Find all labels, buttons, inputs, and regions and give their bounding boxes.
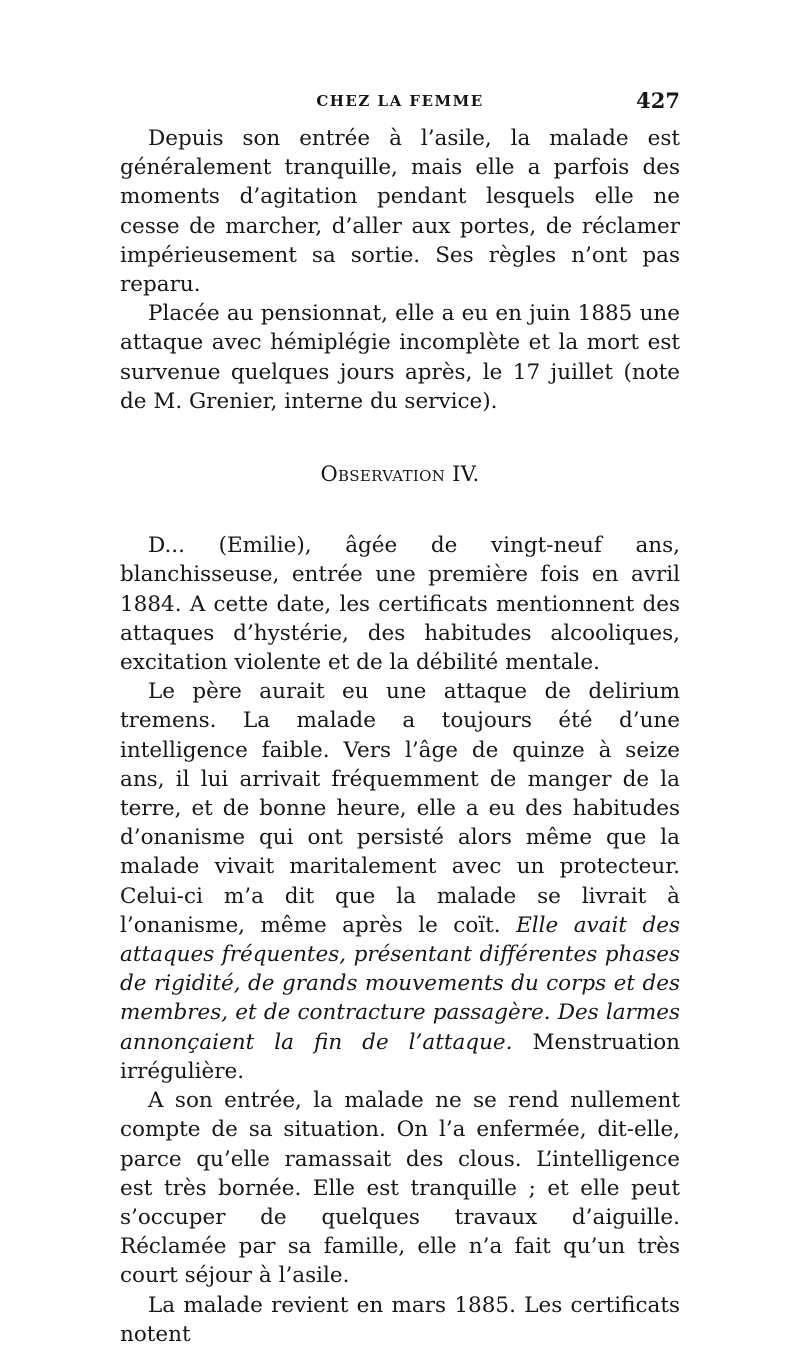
paragraph: Le père aurait eu une attaque de delirium tremens. La malade a toujours été d’une intelligence faible. Vers l’âge de quinze à seize ans, il lui arrivait fréquemment de manger de la terre, et de bonne heure, elle a eu des habitudes d’onanisme qui ont persisté alors même que la malade vivait maritalement avec un protecteur. Celui-ci m’a dit que la malade se livrait à l’onanisme, même après le coït. Elle avait des attaques fréquentes, présentant différentes phases de rigidité, de grands mouvements du corps et des membres, et de contracture passagère. Des larmes annonçaient la fin de l’attaque. Menstruation irrégulière. — [120, 679, 681, 1084]
paragraph: Depuis son entrée à l’asile, la malade est généralement tranquille, mais elle a parfois des moments d’agitation pendant lesquels elle ne cesse de marcher, d’aller aux portes, de réclamer impérieusement sa sortie. Ses règles n’ont pas reparu. — [120, 126, 680, 298]
paragraph: D... (Emilie), âgée de vingt-neuf ans, blanchisseuse, entrée une première fois en avril 1884. A cette date, les certificats mentionnent des attaques d’hystérie, des habitudes alcooliques, excitation violente et de la débilité mentale. — [120, 533, 680, 676]
running-title: CHEZ LA FEMME — [316, 92, 484, 110]
paragraph: Placée au pensionnat, elle a eu en juin 1885 une attaque avec hémiplégie incomplète et la mort est survenue quelques jours après, le 17 juillet (note de M. Grenier, interne du service). — [120, 301, 680, 414]
observation-heading: Observation IV. — [320, 462, 480, 487]
paragraph: A son entrée, la malade ne se rend nullement compte de sa situation. On l’a enfermée, dit-elle, parce qu’elle ramassait des clous. L’intelligence est très bornée. Elle est tranquille ; et elle peut s’occuper de quelques travaux d’aiguille. Réclamée par sa famille, elle n’a fait qu’un très court séjour à l’asile. — [120, 1088, 680, 1289]
body-text — [120, 124, 680, 1349]
page-number: 427 — [636, 88, 680, 113]
paragraph: La malade revient en mars 1885. Les certificats notent — [120, 1292, 680, 1347]
page-header — [120, 88, 680, 118]
italic-passage: Elle avait des attaques fréquentes, présentant différentes phases de rigidité, de grands mouvements du corps et des membres, et de contracture passagère. Des larmes annonçaient la fin de l’attaque. — [120, 912, 680, 1055]
